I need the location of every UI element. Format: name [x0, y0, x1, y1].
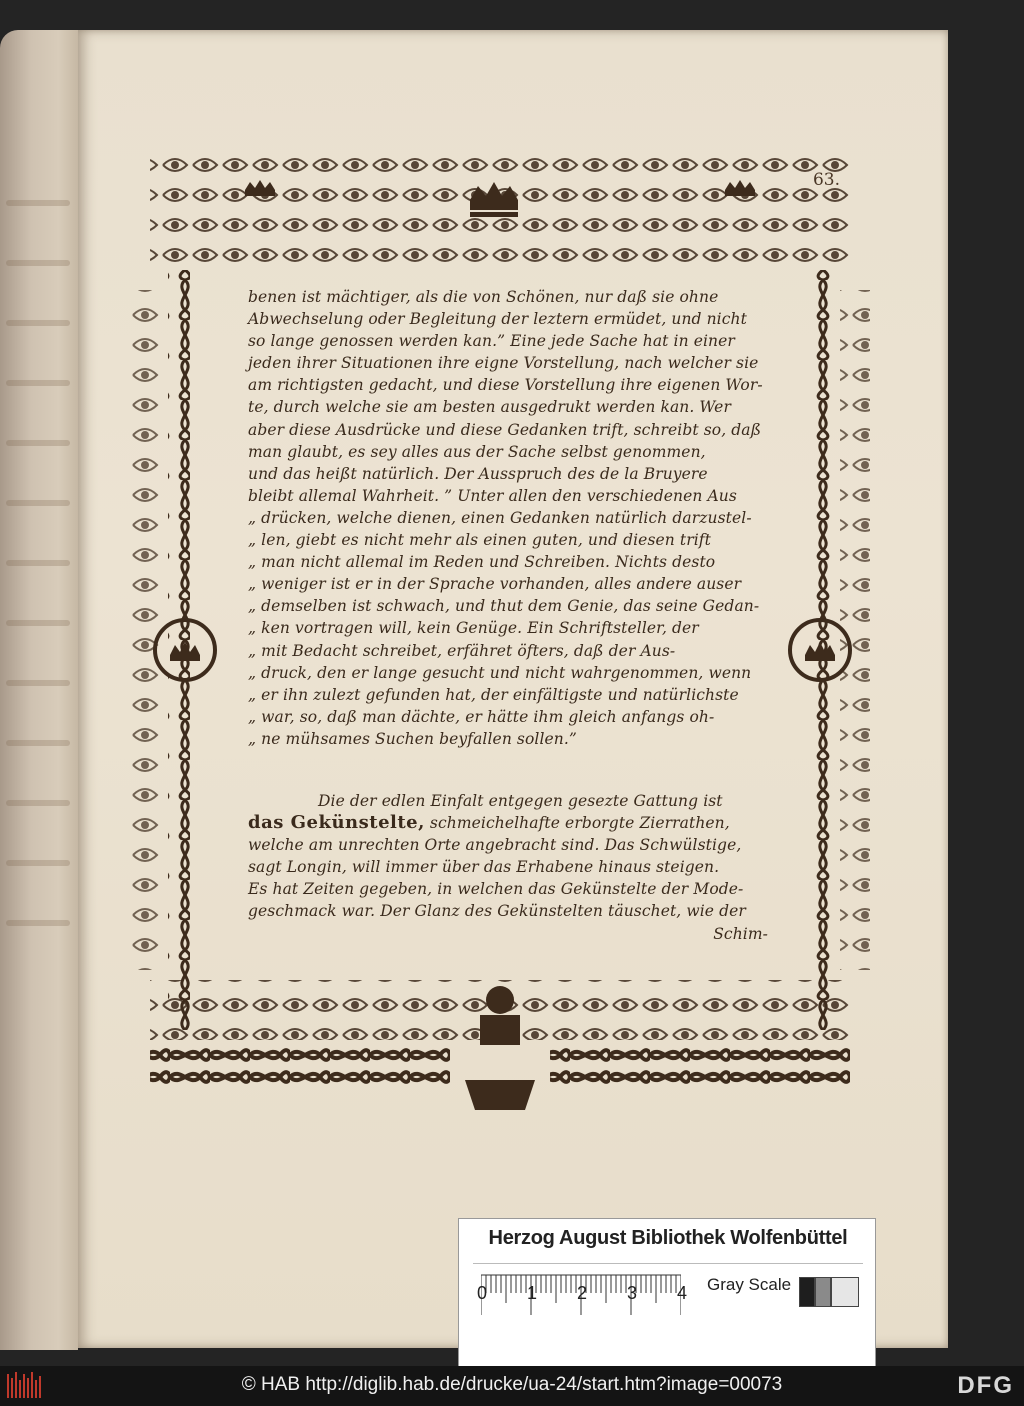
source-url[interactable]: © HAB http://diglib.hab.de/drucke/ua-24/start.htm?image=00073	[241, 1374, 783, 1395]
text-line: „ weniger ist er in der Sprache vorhanden, alles andere auser	[248, 575, 742, 594]
text-line: „ demselben ist schwach, und thut dem Genie, das seine Gedan-	[248, 597, 760, 616]
text-line: aber diese Ausdrücke und diese Gedanken trift, schreibt so, daß	[248, 420, 762, 439]
label-divider	[473, 1263, 863, 1264]
library-title: Herzog August Bibliothek Wolfenbüttel	[488, 1227, 848, 1249]
catchword: Schim-	[713, 924, 768, 943]
text-line: „ ken vortragen will, kein Genüge. Ein Schriftsteller, der	[248, 619, 699, 638]
text-line: te, durch welche sie am besten ausgedrukt werden kan. Wer	[248, 398, 731, 417]
text-line: „ man nicht allemal im Reden und Schreiben. Nichts desto	[248, 553, 716, 572]
text-line: geschmack war. Der Glanz des Gekünstelten täuschet, wie der	[248, 902, 746, 921]
emphasized-term: das Gekünstelte,	[248, 812, 425, 834]
gray-scale-label: Gray Scale	[707, 1275, 792, 1294]
text-line: man glaubt, es sey alles aus der Sache selbst genommen,	[248, 442, 706, 461]
text-line: und das heißt natürlich. Der Ausspruch des de la Bruyere	[248, 464, 708, 483]
text-line-emphasis	[248, 812, 768, 834]
library-label-card	[458, 1218, 876, 1378]
text-line: benen ist mächtiger, als die von Schönen, nur daß sie ohne	[248, 288, 719, 306]
text-line: „ ne mühsames Suchen beyfallen sollen.”	[248, 729, 577, 748]
text-line: „ er ihn zulezt gefunden hat, der einfältigste und natürlichste	[248, 685, 739, 704]
text-line: Abwechselung oder Begleitung der leztern ermüdet, und nicht	[248, 310, 747, 329]
footer-bar	[0, 1366, 1024, 1406]
text-line: sagt Longin, will immer über das Erhabene hinaus steigen.	[248, 858, 720, 877]
ruler-number: 4	[677, 1283, 688, 1303]
dfg-logo: DFG	[957, 1372, 1014, 1399]
ruler-number: 3	[627, 1283, 638, 1303]
text-line: „ drücken, welche dienen, einen Gedanken natürlich darzustel-	[248, 508, 752, 527]
text-line: jeden ihrer Situationen ihre eigne Vorstellung, nach welcher sie	[248, 354, 759, 373]
text-line: am richtigsten gedacht, und diese Vorstellung ihre eigenen Wor-	[248, 376, 763, 395]
text-line-rest: schmeichelhafte erborgte Zierrathen,	[424, 814, 730, 833]
text-block	[248, 286, 768, 945]
ruler-number: 2	[577, 1283, 588, 1303]
text-line: Es hat Zeiten gegeben, in welchen das Gekünstelte der Mode-	[248, 880, 744, 899]
ruler-number: 0	[477, 1283, 488, 1303]
text-line: „ mit Bedacht schreibet, erfähret öfters, daß der Aus-	[248, 641, 676, 660]
ruler-number: 1	[527, 1283, 538, 1303]
text-line: bleibt allemal Wahrheit. ” Unter allen den verschiedenen Aus	[248, 486, 737, 505]
text-line: welche am unrechten Orte angebracht sind. Das Schwülstige,	[248, 836, 742, 855]
gray-swatch-mid	[815, 1277, 831, 1307]
gray-swatch-dark	[799, 1277, 815, 1307]
text-line: „ war, so, daß man dächte, er hätte ihm gleich anfangs oh-	[248, 707, 715, 726]
text-line: so lange genossen werden kan.” Eine jede Sache hat in einer	[248, 332, 735, 351]
paragraph-start: Die der edlen Einfalt entgegen gesezte Gattung ist	[318, 791, 723, 810]
gray-swatch-light	[831, 1277, 859, 1307]
text-line: „ len, giebt es nicht mehr als einen guten, und diesen trift	[248, 531, 711, 550]
text-line: „ druck, den er lange gesucht und nicht wahrgenommen, wenn	[248, 663, 752, 682]
previous-page-edge	[0, 30, 78, 1350]
